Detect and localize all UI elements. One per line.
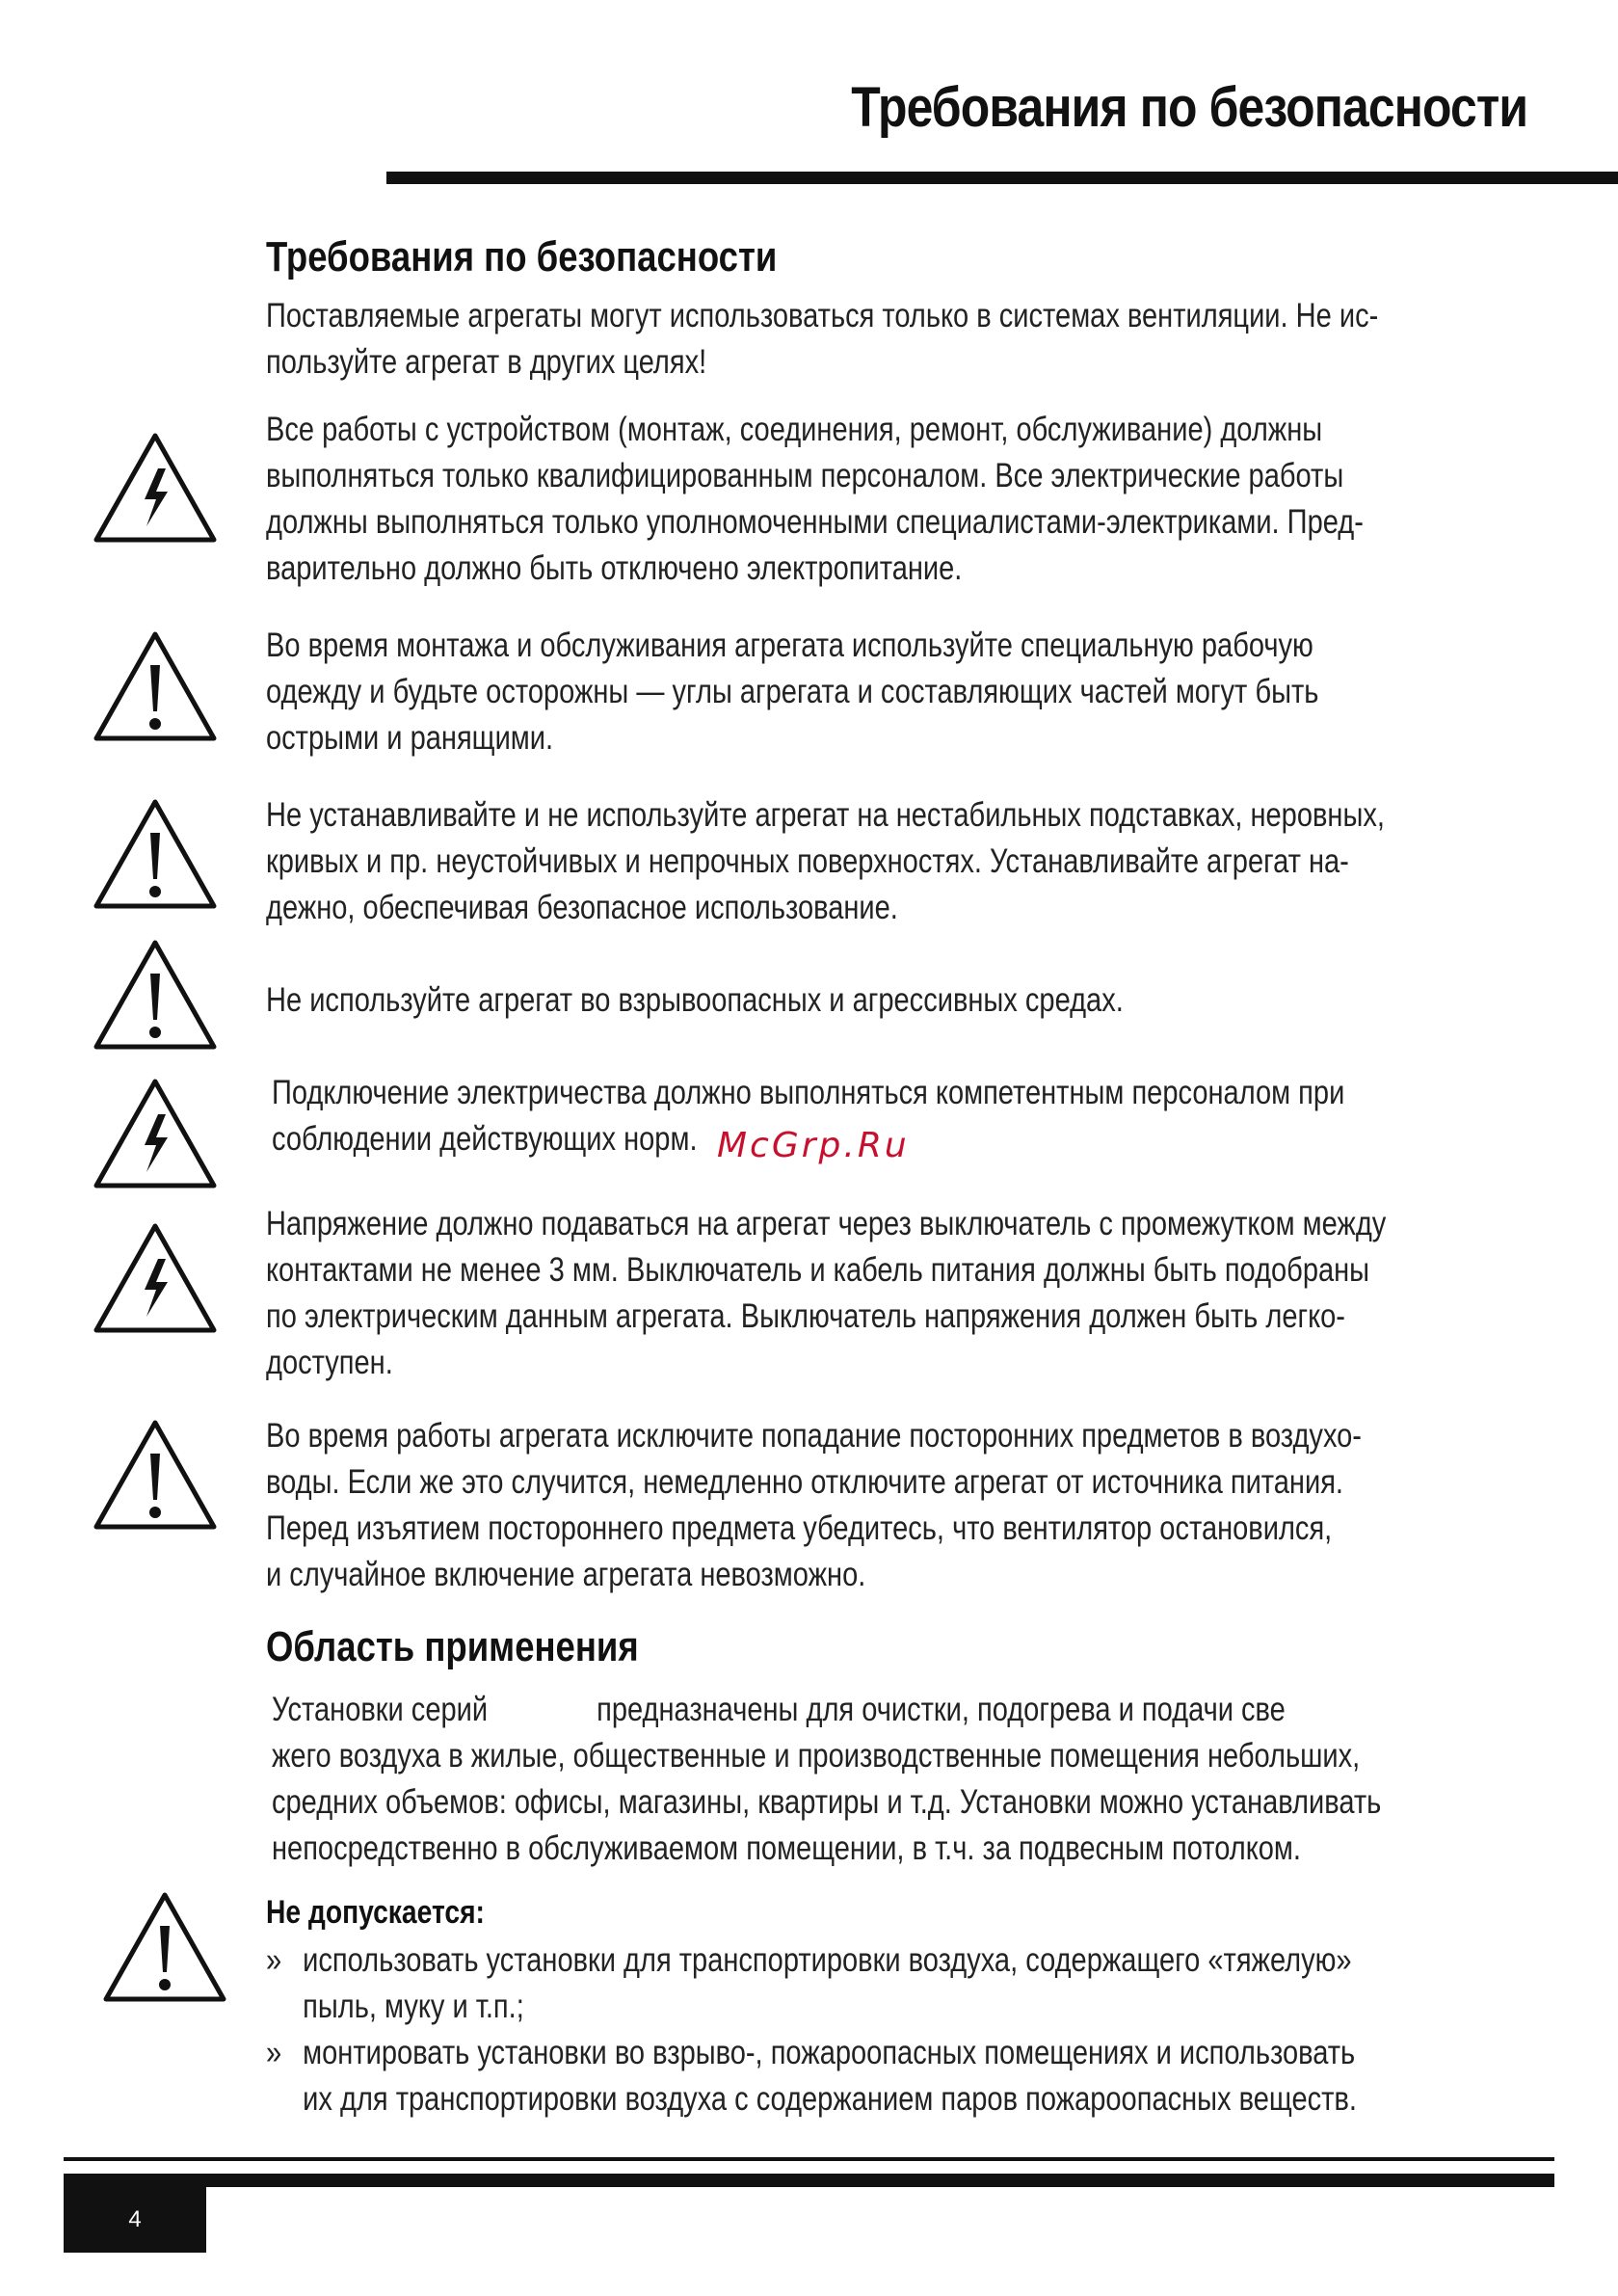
paragraph-explosive-env: Не используйте агрегат во взрывоопасных и агрессивных средах. — [266, 981, 1124, 1019]
paragraph-switch: Напряжение должно подаваться на агрегат через выключатель с промежутком между контактами не менее 3 мм. Выключатель и кабель питания должны быть подобраны по электрическим данным агрегата. Выключатель напряжения должен быть легко- доступен. — [266, 1205, 1387, 1381]
paragraph-electric-connection: Подключение электричества должно выполняться компетентным персоналом при соблюдении действующих норм. — [272, 1074, 1345, 1158]
page-header-title: Требования по безопасности — [851, 76, 1527, 139]
paragraph-foreign-objects: Во время работы агрегата исключите попадание посторонних предметов в воздухо- воды. Если же это случится, немедленно отключите агрегат от источника питания. Перед изъятием постороннего предмета убедитесь, что вентилятор остановился, и случайное включение агрегата невозможно. — [266, 1417, 1362, 1593]
warning-icon — [91, 1417, 220, 1533]
warning-icon — [91, 937, 220, 1053]
paragraph-stable-surface: Не устанавливайте и не используйте агрегат на нестабильных подставках, неровных, кривых и пр. неустойчивых и непрочных поверхностях. Устанавливайте агрегат на- дежно, обеспечивая безопасное использование. — [266, 796, 1385, 926]
electric-hazard-icon — [91, 430, 220, 546]
footer-rule-thin — [64, 2157, 1554, 2161]
paragraph-qualified-staff: Все работы с устройством (монтаж, соединения, ремонт, обслуживание) должны выполняться только квалифицированным персоналом. Все электрические работы должны выполняться только уполномоченными специалистами-электриками. Пред- варительно должно быть отключено электропитание. — [266, 411, 1364, 587]
paragraph-purpose: Поставляемые агрегаты могут использоваться только в системах вентиляции. Не ис- пользуйте агрегат в других целях! — [266, 297, 1379, 381]
list-item: » монтировать установки во взрыво-, пожароопасных помещениях и использовать их для транспортировки воздуха с содержанием паров пожароопасных веществ. — [266, 2030, 1354, 2122]
electric-hazard-icon — [91, 1220, 220, 1336]
electric-hazard-icon — [91, 1076, 220, 1191]
bullet-mark: » — [266, 1941, 282, 1979]
section-heading-application: Область применения — [266, 1623, 639, 1670]
paragraph-workwear: Во время монтажа и обслуживания агрегата используйте специальную рабочую одежду и будьте осторожны — углы агрегата и составляющих частей могут быть острыми и ранящими. — [266, 627, 1319, 757]
not-allowed-label: Не допускается: — [266, 1894, 485, 1931]
page-number: 4 — [64, 2187, 206, 2253]
paragraph-application: Установки серий предназначены для очистки, подогрева и подачи све жего воздуха в жилые, общественные и производственные помещения небольших, средних объемов: офисы, магазины, квартиры и т.д. Установки можно устанавливать непосредственно в обслуживаемом помещении, в т.ч. за подвесным потолком. — [272, 1691, 1382, 1867]
warning-icon — [91, 628, 220, 744]
warning-icon — [91, 796, 220, 912]
footer-rule-thick — [64, 2174, 1554, 2187]
list-item: » использовать установки для транспортировки воздуха, содержащего «тяжелую» пыль, муку и т.п.; — [266, 1937, 1354, 2030]
bullet-mark: » — [266, 2034, 282, 2071]
warning-icon — [100, 1889, 229, 2005]
section-heading-safety: Требования по безопасности — [266, 233, 778, 280]
watermark: McGrp.Ru — [717, 1126, 910, 1165]
